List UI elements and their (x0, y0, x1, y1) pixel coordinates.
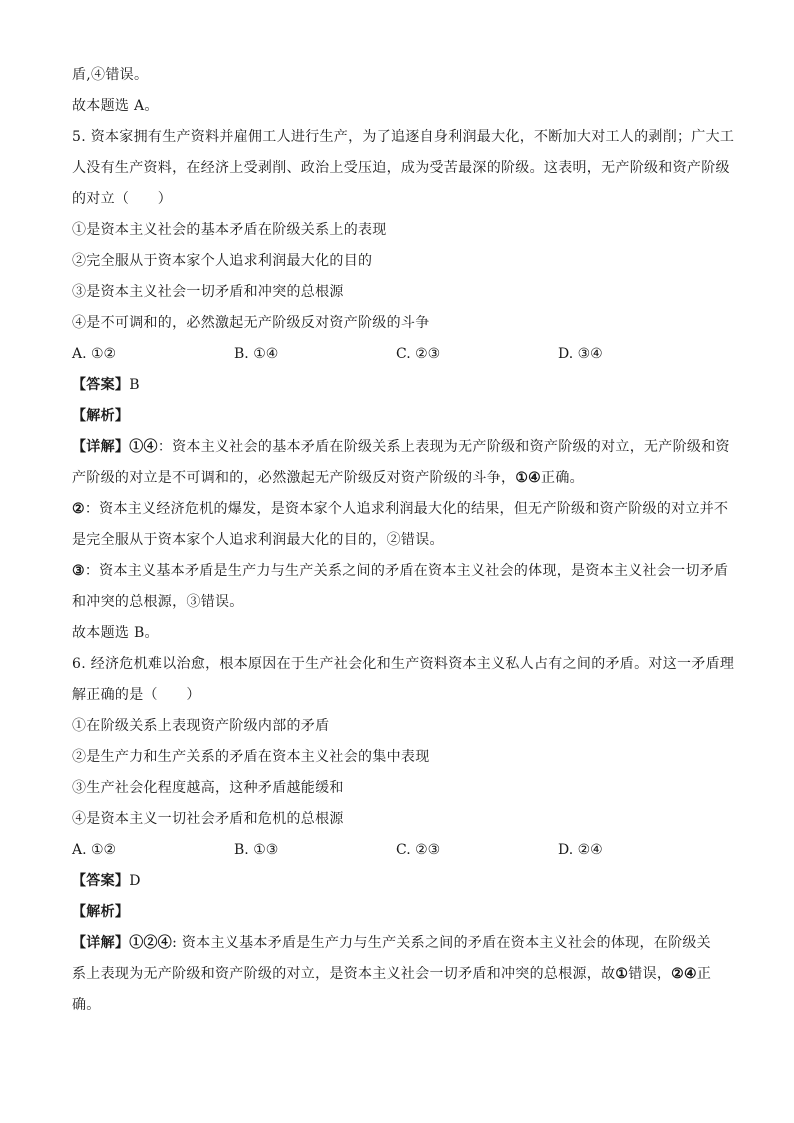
q6-detail-line-2-mid: 错误， (628, 966, 672, 982)
q5-detail-1-line-1 (72, 432, 730, 463)
q5-option-d: D. ③④ (558, 346, 603, 362)
q5-analysis-label: 【解析】 (72, 408, 130, 424)
document-page (72, 60, 735, 1021)
q6-item-3: ③生产社会化程度越高，这种矛盾越能缓和 (72, 780, 344, 796)
q6-stem-line-1: 6. 经济危机难以治愈，根本原因在于生产社会化和生产资料资本主义私人占有之间的矛盾。对这一矛盾理 (72, 656, 735, 672)
q5-detail-label: 【详解】 (72, 439, 130, 455)
q6-item-4: ④是资本主义一切社会矛盾和危机的总根源 (72, 811, 344, 827)
q5-detail-2-line-2: 是完全服从于资本家个人追求利润最大化的目的，②错误。 (72, 532, 444, 548)
q6-item-1: ①在阶级关系上表现资产阶级内部的矛盾 (72, 718, 330, 734)
q6-answer-label: 【答案】 (72, 873, 130, 889)
q5-answer-label: 【答案】 (72, 377, 130, 393)
q5-item-2: ②完全服从于资本家个人追求利润最大化的目的 (72, 253, 373, 269)
q5-option-b: B. ①④ (234, 346, 279, 362)
q5-stem-line-2: 人没有生产资料，在经济上受剥削、政治上受压迫，成为受苦最深的阶级。这表明，无产阶级和资产阶级 (72, 160, 730, 176)
q5-option-a: A. ①② (72, 346, 117, 362)
q6-option-d: D. ②④ (558, 842, 603, 858)
q5-item-3: ③是资本主义社会一切矛盾和冲突的总根源 (72, 284, 344, 300)
q4-conclusion: 故本题选 A。 (72, 98, 159, 114)
q4-tail-line: 盾,④错误。 (72, 67, 149, 83)
q6-item-2: ②是生产力和生产关系的矛盾在资本主义社会的集中表现 (72, 749, 430, 765)
q6-answer (72, 866, 722, 897)
q5-detail-2-line-1 (72, 494, 729, 525)
q5-conclusion: 故本题选 B。 (72, 625, 159, 641)
q6-detail-key: ①②④ (129, 935, 173, 951)
q6-detail-text: : 资本主义基本矛盾是生产力与生产关系之间的矛盾在资本主义社会的体现，在阶级关 (172, 935, 711, 951)
q5-detail-3-key: ③ (72, 563, 85, 579)
q5-detail-1-text: ：资本主义社会的基本矛盾在阶级关系上表现为无产阶级和资产阶级的对立，无产阶级和资 (157, 439, 730, 455)
q6-option-a: A. ①② (72, 842, 117, 858)
q5-detail-2-text: ：资本主义经济危机的爆发，是资本家个人追求利润最大化的结果，但无产阶级和资产阶级的对立并不 (84, 501, 729, 517)
q5-detail-1-line-2-key: ①④ (515, 470, 542, 486)
q5-detail-1-line-2 (72, 463, 722, 494)
q6-detail-line-2 (72, 959, 722, 990)
q5-options (72, 339, 722, 370)
q6-option-c: C. ②③ (396, 842, 441, 858)
q6-answer-value: D (129, 873, 141, 889)
q6-detail-label: 【详解】 (72, 935, 130, 951)
q6-detail-line-2-end: 正 (696, 966, 712, 982)
q5-detail-3-line-1 (72, 556, 729, 587)
q5-option-c: C. ②③ (396, 346, 441, 362)
q6-detail-line-1 (72, 928, 722, 959)
q6-analysis-label: 【解析】 (72, 904, 130, 920)
q5-stem-line-3: 的对立（ ） (72, 191, 173, 207)
q6-detail-line-2-text: 系上表现为无产阶级和资产阶级的对立，是资本主义社会一切矛盾和冲突的总根源，故 (72, 966, 616, 982)
q6-option-b: B. ①③ (234, 842, 279, 858)
q5-detail-1-key: ①④ (129, 439, 158, 455)
q6-options (72, 835, 722, 866)
q5-stem-line-1: 5. 资本家拥有生产资料并雇佣工人进行生产，为了追逐自身利润最大化，不断加大对工人的剥削；广大工 (72, 129, 735, 145)
q5-item-1: ①是资本主义社会的基本矛盾在阶级关系上的表现 (72, 222, 387, 238)
q6-detail-line-3: 确。 (72, 997, 101, 1013)
q6-detail-line-2-key-1: ① (615, 966, 629, 982)
q5-detail-2-key: ② (72, 501, 85, 517)
q6-stem-line-2: 解正确的是（ ） (72, 687, 201, 703)
q5-detail-1-line-2-text: 产阶级的对立是不可调和的，必然激起无产阶级反对资产阶级的斗争， (72, 470, 516, 486)
q6-detail-line-2-key-2: ②④ (671, 966, 697, 982)
q5-answer-value: B (129, 377, 140, 393)
q5-item-4: ④是不可调和的，必然激起无产阶级反对资产阶级的斗争 (72, 315, 430, 331)
q5-detail-1-line-2-end: 正确。 (541, 470, 584, 486)
q5-detail-3-text: ：资本主义基本矛盾是生产力与生产关系之间的矛盾在资本主义社会的体现，是资本主义社会一切矛盾 (84, 563, 729, 579)
q5-answer (72, 370, 722, 401)
q5-detail-3-line-2: 和冲突的总根源，③错误。 (72, 594, 244, 610)
